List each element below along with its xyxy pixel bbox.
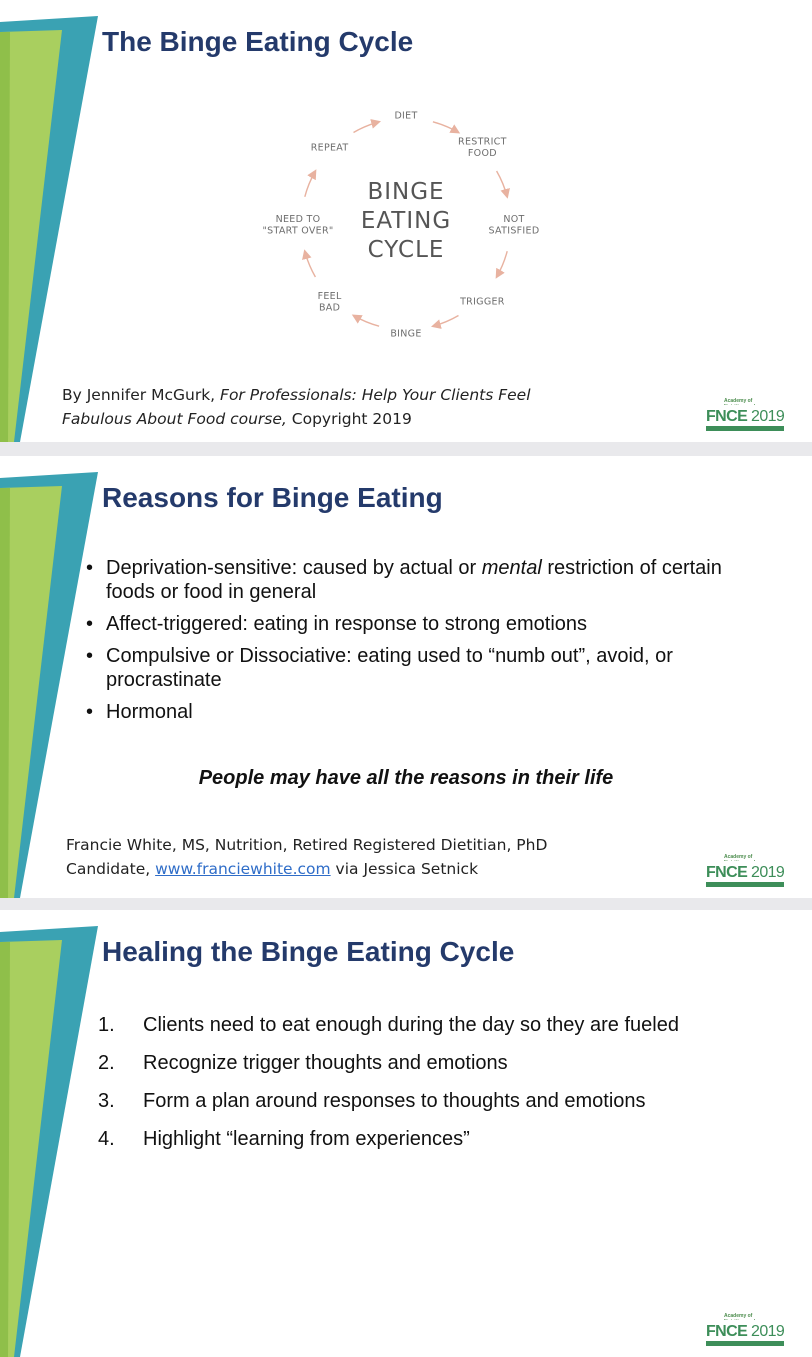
slide-binge-eating-cycle xyxy=(0,0,812,442)
slide-healing-binge-eating xyxy=(0,910,812,1357)
emphasis-statement: People may have all the reasons in their life xyxy=(198,767,614,789)
fnce-logo xyxy=(706,854,786,888)
cycle-step-label: REPEAT xyxy=(310,142,349,154)
slide-reasons-binge-eating xyxy=(0,456,812,898)
credit-course: For Professionals: Help Your Clients Feel xyxy=(220,386,531,404)
cycle-step-label: BINGE xyxy=(390,328,422,340)
cycle-step-label: TRIGGER xyxy=(460,296,505,308)
logo-tagline-bar xyxy=(706,882,784,887)
logo-tagline-bar xyxy=(706,426,784,431)
list-item: • Deprivation-sensitive: caused by actual or mental restriction of certain foods or food in general xyxy=(86,557,722,603)
list-item: 2. Recognize trigger thoughts and emotions xyxy=(98,1052,508,1074)
cycle-step-label: NEED TO "START OVER" xyxy=(262,213,334,237)
logo-year: 2019 xyxy=(751,1323,785,1340)
slide-credit xyxy=(66,833,547,881)
fnce-logo xyxy=(706,398,786,432)
list-item: • Hormonal xyxy=(86,701,193,723)
cycle-arrow xyxy=(433,122,459,133)
logo-mark: FNCE xyxy=(706,1323,748,1340)
healing-steps-list xyxy=(98,1013,679,1165)
credit-author: Francie White, MS, Nutrition, Retired Registered Dietitian, PhD xyxy=(66,836,548,854)
cycle-center-word: BINGE xyxy=(367,179,445,205)
cycle-arrow xyxy=(497,251,508,277)
credit-via: via Jessica Setnick xyxy=(330,860,479,878)
slide-side-decoration xyxy=(0,910,110,1357)
slide-title: Reasons for Binge Eating xyxy=(102,482,443,513)
logo-tagline-bar xyxy=(706,1341,784,1346)
logo-year: 2019 xyxy=(751,864,785,881)
credit-copyright: Copyright 2019 xyxy=(286,410,412,428)
credit-candidate: Candidate, xyxy=(66,860,156,878)
cycle-arrow xyxy=(497,171,508,197)
cycle-step-label: FEEL BAD xyxy=(317,290,342,314)
cycle-arrow xyxy=(305,171,316,197)
binge-eating-cycle-diagram xyxy=(0,0,812,442)
cycle-step-label: NOT SATISFIED xyxy=(488,213,540,237)
logo-mark: FNCE xyxy=(706,864,748,881)
cycle-center-word: CYCLE xyxy=(367,237,445,263)
list-item: 4. Highlight “learning from experiences” xyxy=(98,1128,470,1150)
cycle-center-word: EATING xyxy=(360,208,452,234)
logo-org: Academy of xyxy=(724,854,753,860)
logo-year: 2019 xyxy=(751,408,785,425)
list-item: 3. Form a plan around responses to thoughts and emotions xyxy=(98,1090,646,1112)
slide-credit xyxy=(62,383,531,431)
cycle-arrow xyxy=(433,316,459,327)
list-item: 1. Clients need to eat enough during the day so they are fueled xyxy=(98,1014,679,1036)
slide-title: The Binge Eating Cycle xyxy=(102,26,414,57)
credit-course-cont: Fabulous About Food course, xyxy=(62,410,287,428)
reasons-list xyxy=(86,556,746,732)
website-link[interactable]: www.franciewhite.com xyxy=(155,860,331,878)
cycle-step-label: DIET xyxy=(394,110,418,122)
cycle-arrow xyxy=(354,122,380,133)
cycle-step-label: RESTRICT FOOD xyxy=(458,136,507,160)
slide-title: Healing the Binge Eating Cycle xyxy=(102,936,515,967)
logo-org: Academy of xyxy=(724,1313,753,1319)
list-item: • Compulsive or Dissociative: eating used to “numb out”, avoid, or procrastinate xyxy=(86,645,673,691)
list-item: • Affect-triggered: eating in response to strong emotions xyxy=(86,613,588,635)
logo-mark: FNCE xyxy=(706,408,748,425)
cycle-arrow xyxy=(305,251,316,277)
fnce-logo xyxy=(706,1313,786,1347)
cycle-arrow xyxy=(354,316,380,327)
logo-org: Academy of xyxy=(724,398,753,404)
cycle-center-label xyxy=(361,179,451,263)
credit-author: By Jennifer McGurk, xyxy=(62,386,221,404)
